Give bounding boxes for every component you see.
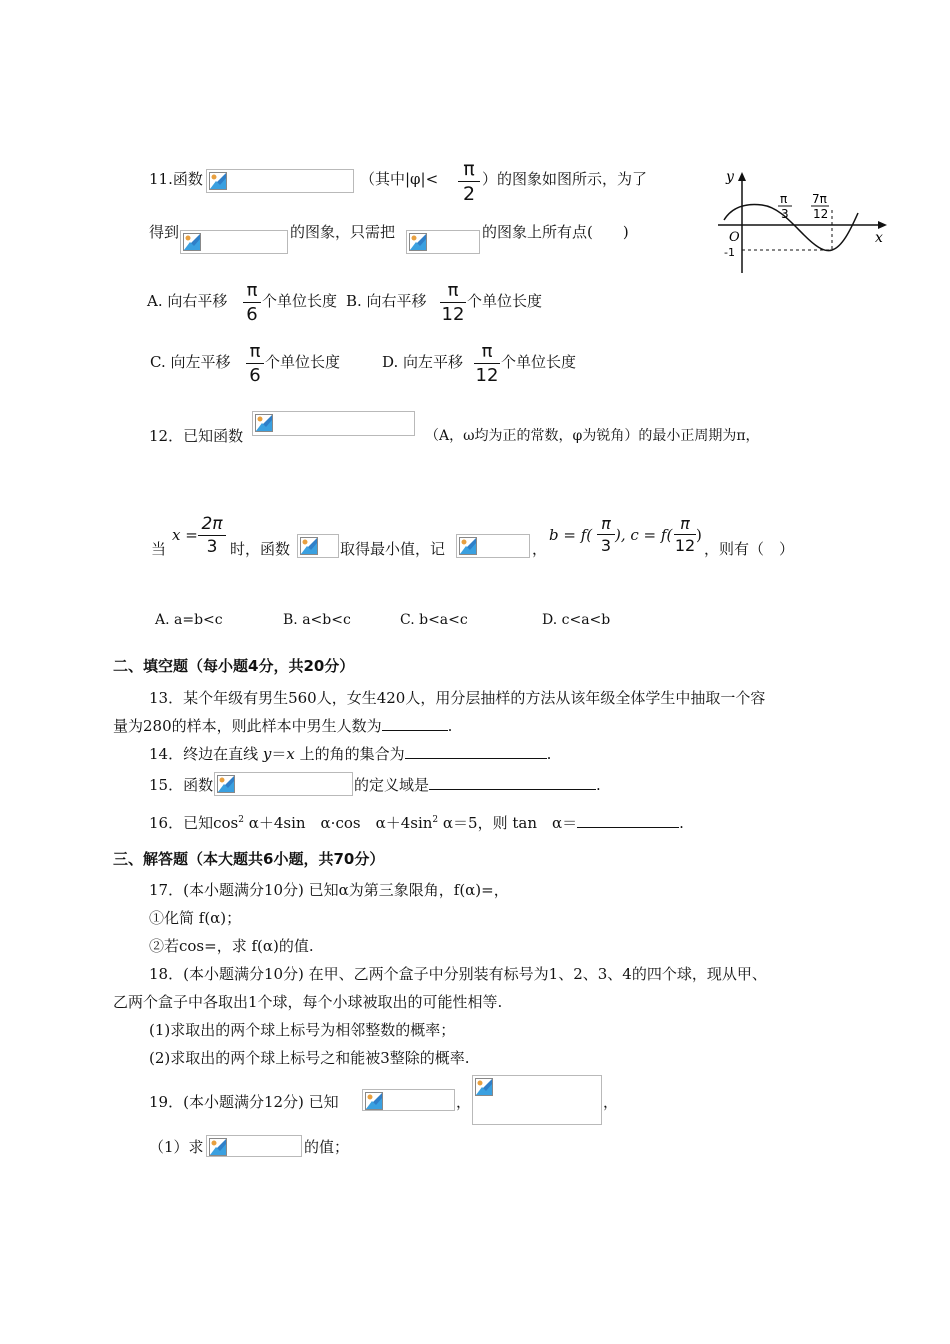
- q11-option-d-unit: 个单位长度: [501, 353, 577, 371]
- tick-pi-3-num: π: [780, 192, 788, 206]
- neg-one-label: -1: [724, 246, 735, 259]
- x-axis-label: x: [875, 230, 883, 246]
- q17-line1: 17．(本小题满分10分) 已知α为第三象限角，f(α)=，: [149, 881, 509, 899]
- broken-image-icon: [183, 233, 201, 251]
- q11-option-b-fraction: π 12: [441, 280, 465, 325]
- q12-x-equals: x =: [172, 526, 198, 544]
- broken-image-icon: [255, 414, 273, 432]
- q11-option-a-unit: 个单位长度: [262, 292, 338, 310]
- q11-option-c-fraction: π 6: [246, 341, 264, 386]
- broken-formula-image: [406, 230, 480, 254]
- q19-comma-2: ，: [603, 1093, 619, 1111]
- q11-cond-fraction: [458, 158, 480, 205]
- q12-close-paren: ): [696, 526, 702, 544]
- q11-option-a: A. 向右平移: [147, 292, 228, 310]
- origin-label: O: [729, 230, 740, 245]
- broken-formula-image: [206, 1135, 302, 1157]
- section-3-title: 三、解答题（本大题共6小题，共70分）: [113, 850, 385, 868]
- sine-graph: [712, 165, 892, 277]
- q11-option-c-unit: 个单位长度: [265, 353, 341, 371]
- q12-option-d: D. c<a<b: [542, 612, 611, 628]
- broken-image-icon: [209, 172, 227, 190]
- q14-answer-blank[interactable]: [405, 758, 547, 759]
- q12-comma: ，: [532, 540, 548, 558]
- q11-option-d-fraction: π 12: [475, 341, 499, 386]
- q11-cond-post: ）的图象如图所示，为了: [482, 170, 648, 188]
- fraction-numerator: π: [463, 158, 475, 180]
- q12-min-text: 取得最小值，记: [340, 540, 446, 558]
- q12-option-b: B. a<b<c: [283, 612, 351, 628]
- q12-c-fraction: π 12: [674, 514, 696, 555]
- q19-part1-post: 的值；: [304, 1138, 350, 1156]
- tick-7pi-12-den: 12: [813, 207, 829, 221]
- q17-part2: ②若cos=，求 f(α)的值.: [149, 937, 314, 955]
- q12-c-equals: ), c = f(: [615, 526, 673, 544]
- q12-b-fraction: π 3: [597, 514, 615, 555]
- q13-answer-blank[interactable]: [382, 730, 448, 731]
- q12-then: ，则有（ ）: [704, 540, 795, 558]
- broken-formula-image: [362, 1089, 455, 1111]
- broken-formula-image: [180, 230, 288, 254]
- q12-label: 12．已知函数: [149, 427, 244, 445]
- q15-label: 15．函数: [149, 776, 214, 794]
- x-axis-arrow-icon: [878, 221, 887, 229]
- q17-part1: ①化简 f(α)；: [149, 909, 242, 927]
- broken-image-icon: [217, 775, 235, 793]
- y-axis-arrow-icon: [738, 172, 746, 181]
- q11-line2-a: 得到: [149, 223, 180, 241]
- q12-option-a: A. a=b<c: [155, 612, 223, 628]
- y-axis-label: y: [726, 169, 734, 185]
- q16-line: 16．已知$\cos^2 \alpha+4\sin$ α·cos $\alpha+4\sin^2$ α＝5，则 tan α＝ .: [149, 814, 684, 832]
- fraction-denominator: 2: [462, 183, 476, 205]
- q15-answer-blank[interactable]: [429, 789, 596, 790]
- q19-line1: 19．(本小题满分12分) 已知: [149, 1093, 339, 1111]
- q19-part1-pre: （1）求: [149, 1138, 204, 1156]
- section-2-title: 二、填空题（每小题4分，共20分）: [113, 657, 355, 675]
- tick-pi-3-den: 3: [781, 207, 789, 221]
- broken-formula-image: [206, 169, 354, 193]
- q18-line2: 乙两个盒子中各取出1个球，每个小球被取出的可能性相等.: [113, 993, 503, 1011]
- q18-part1: (1)求取出的两个球上标号为相邻整数的概率；: [149, 1021, 456, 1039]
- q15-post: 的定义域是 .: [354, 776, 601, 794]
- broken-image-icon: [409, 233, 427, 251]
- broken-formula-image: [252, 411, 415, 436]
- broken-formula-image: [297, 534, 339, 558]
- broken-image-icon: [209, 1138, 227, 1156]
- broken-formula-image: [214, 772, 353, 796]
- q11-line2-b: 的图象，只需把: [290, 223, 396, 241]
- q11-line2-c: 的图象上所有点( ): [482, 223, 629, 241]
- q11-option-d: D. 向左平移: [382, 353, 464, 371]
- sine-curve: [724, 205, 858, 251]
- q18-part2: (2)求取出的两个球上标号之和能被3整除的概率.: [149, 1049, 470, 1067]
- broken-image-icon: [300, 537, 318, 555]
- broken-image-icon: [459, 537, 477, 555]
- q16-answer-blank[interactable]: [577, 827, 679, 828]
- broken-formula-image: [456, 534, 530, 558]
- q18-line1: 18．(本小题满分10分) 在甲、乙两个盒子中分别装有标号为1、2、3、4的四个球，现从甲、: [149, 965, 767, 983]
- q12-option-c: C. b<a<c: [400, 612, 468, 628]
- broken-image-icon: [365, 1092, 383, 1110]
- q11-option-c: C. 向左平移: [150, 353, 231, 371]
- q11-option-b: B. 向右平移: [346, 292, 427, 310]
- q12-x-fraction: 2π 3: [198, 514, 226, 557]
- q13-line1: 13．某个年级有男生560人，女生420人，用分层抽样的方法从该年级全体学生中抽取一个容: [149, 689, 766, 707]
- q11-option-a-fraction: π 6: [243, 280, 261, 325]
- broken-formula-image: [472, 1075, 602, 1125]
- q12-b-equals: b = f(: [549, 526, 593, 544]
- q11-option-b-unit: 个单位长度: [467, 292, 543, 310]
- broken-image-icon: [475, 1078, 493, 1096]
- q12-when: 当: [151, 540, 167, 558]
- q12-description: （A，ω均为正的常数，φ为锐角）的最小正周期为π，: [425, 428, 760, 444]
- q11-label: 11.函数: [149, 170, 203, 188]
- tick-7pi-12-num: 7π: [812, 192, 827, 206]
- q13-line2: 量为280的样本，则此样本中男生人数为 .: [113, 717, 453, 735]
- q19-comma-1: ，: [456, 1093, 472, 1111]
- q12-time-text: 时，函数: [230, 540, 291, 558]
- q11-cond-pre: （其中|φ|<: [360, 170, 439, 188]
- q14-line: 14．终边在直线 y＝x 上的角的集合为 .: [149, 745, 552, 763]
